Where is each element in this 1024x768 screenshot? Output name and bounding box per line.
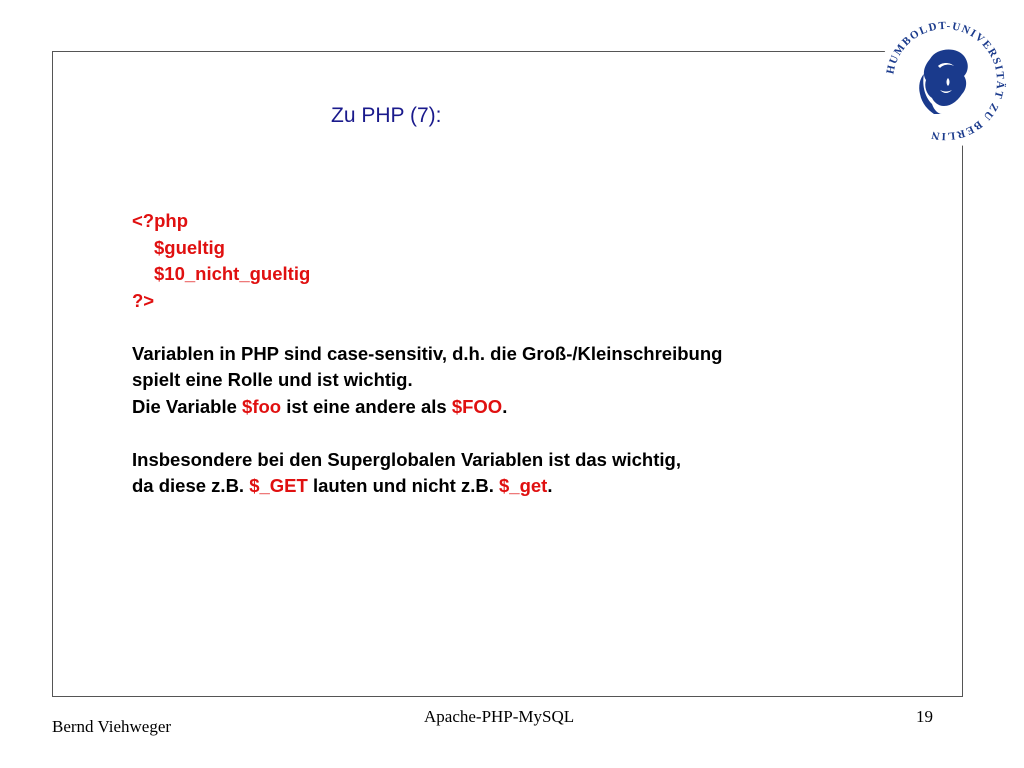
text-segment: .	[547, 475, 553, 496]
page-number: 19	[916, 707, 933, 726]
variable-FOO: $FOO	[451, 395, 503, 417]
paragraph2-line1: Insbesondere bei den Superglobalen Variablen ist das wichtig,	[132, 448, 681, 470]
variable-foo: $foo	[242, 395, 282, 417]
code-open-tag: <?php	[132, 210, 189, 231]
paragraph2-line2	[132, 473, 892, 500]
paragraph1-line1: Variablen in PHP sind case-sensitiv, d.h. die Groß-/Kleinschreibung	[132, 342, 723, 364]
slide-content	[132, 208, 892, 500]
code-invalid-variable: $10_nicht_gueltig	[154, 263, 311, 284]
seal-ring-text: HUMBOLDT-UNIVERSITÄT ZU BERLIN	[884, 19, 1007, 143]
paragraph1-line2: spielt eine Rolle und ist wichtig.	[132, 369, 413, 390]
variable-get: $_get	[499, 475, 548, 496]
text-segment: ist eine andere als	[281, 395, 452, 417]
text-segment: da diese z.B.	[132, 475, 250, 496]
text-segment: Die Variable	[132, 395, 243, 417]
university-seal-icon	[878, 14, 1012, 148]
slide-title: Zu PHP (7):	[331, 104, 442, 127]
footer-topic: Apache-PHP-MySQL	[424, 707, 575, 726]
text-segment: .	[502, 395, 508, 417]
footer-author: Bernd Viehweger	[52, 717, 172, 736]
variable-GET: $_GET	[249, 475, 308, 496]
code-valid-variable: $gueltig	[154, 236, 225, 258]
paragraph1-line3	[132, 394, 892, 421]
code-close-tag: ?>	[132, 289, 155, 311]
text-segment: lauten und nicht z.B.	[307, 475, 499, 496]
